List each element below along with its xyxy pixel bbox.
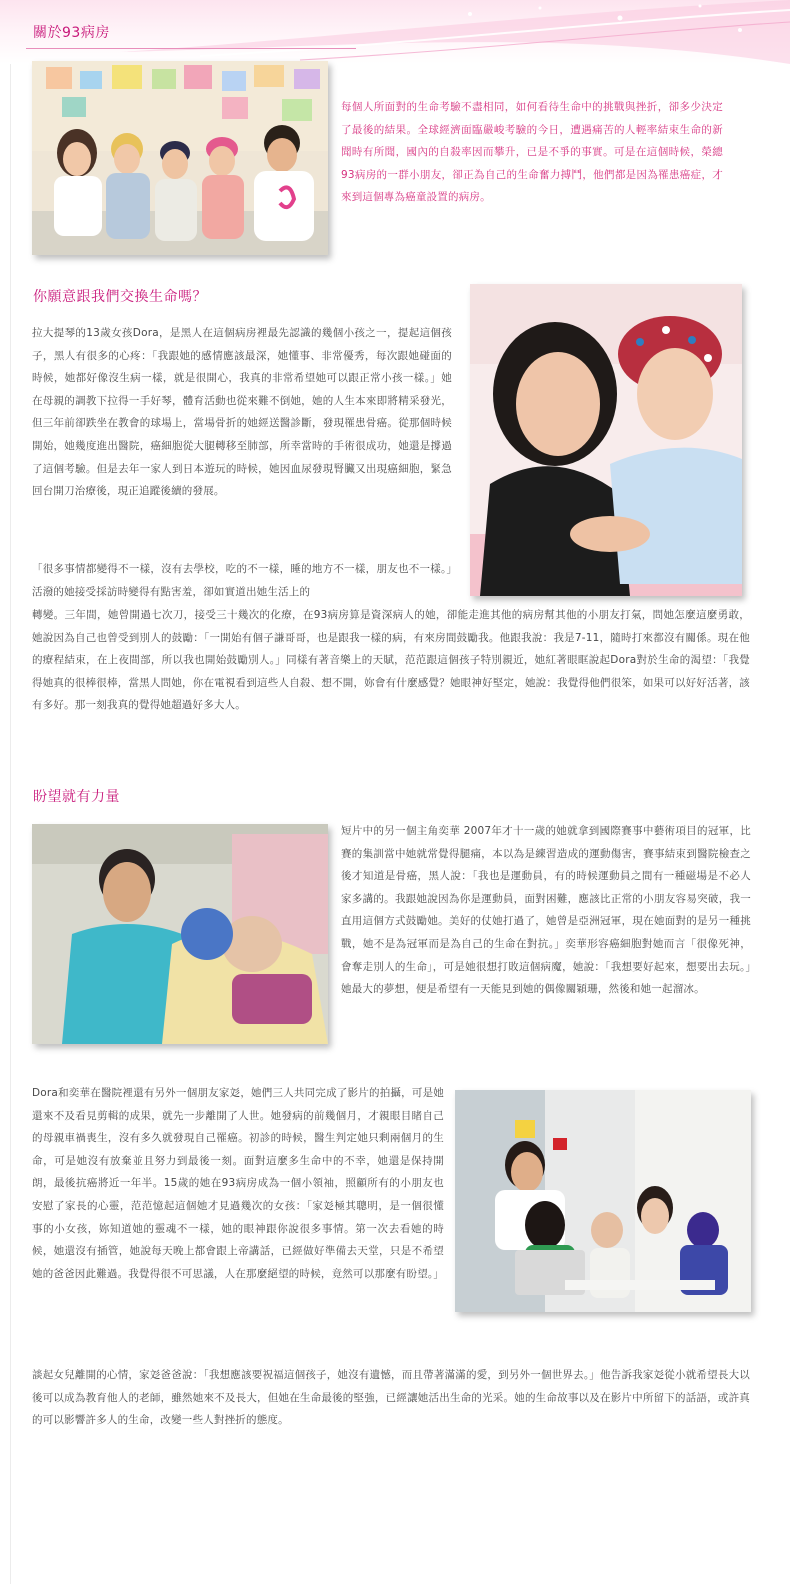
title-underline [26, 48, 356, 49]
page-left-border [10, 0, 11, 1584]
jiawen-father-paragraph: 談起女兒離開的心情，家彣爸爸說：「我想應該要祝福這個孩子，她沒有遺憾，而且帶著滿滿的愛，到另外一個世界去。」他告訴我家彣從小就希望長大以後可以成為教育他人的老師，雖然她來不及長大，但她在生命最後的堅強，已經讓她活出生命的光采。她的生命故事以及在影片中所留下的話語，或許真的可以影響許多人的生命，改變一些人對挫折的態度。 [32, 1369, 750, 1427]
dora-quote-paragraph-start: 「很多事情都變得不一樣，沒有去學校，吃的不一樣，睡的地方不一樣，朋友也不一樣。」活潑的她接受採訪時變得有點害羞，卻如實道出她生活上的 [32, 563, 452, 598]
photo-dora-and-mother [470, 284, 742, 596]
intro-paragraph: 每個人所面對的生命考驗不盡相同，如何看待生命中的挑戰與挫折，卻多少決定了最後的結果。全球經濟面臨嚴峻考驗的今日，遭遇痛苦的人輕率結束生命的新聞時有所聞，國內的自殺率因而攀升，已是不爭的事實。可是在這個時候，榮總93病房的一群小朋友，卻正為自己的生命奮力搏鬥，他們都是因為罹患癌症，才來到這個專為癌童設置的病房。 [341, 101, 723, 204]
photo-children-with-hosts [32, 61, 328, 255]
yihua-story-paragraph: 短片中的另一個主角奕華 2007年才十一歲的她就拿到國際賽事中藝術項目的冠軍，比賽的集訓當中她就常覺得腿痛，本以為是練習造成的運動傷害，賽事結束到醫院檢查之後才知道是骨癌，黑人說：「我也是運動員，有的時候運動員之間有一種磁場是不必人家多講的。我跟她說因為你是運動員，面對困難，應該比正常的小朋友容易突破，我一直用這個方式鼓勵她。美好的仗她打過了，她曾是亞洲冠軍，現在她面對的是另一種挑戰，她不是為冠軍而是為自己的生命在對抗。」奕華形容癌細胞對她而言「很像死神，會奪走別人的生命」，可是她很想打敗這個病魔，她說：「我想要好起來，想要出去玩。」她最大的夢想，便是希望有一天能見到她的偶像關穎珊，然後和她一起溜冰。 [341, 825, 751, 996]
header-swirl-graphic [0, 0, 790, 64]
header-decoration [0, 0, 790, 64]
dora-story-paragraph: 拉大提琴的13歲女孩Dora，是黑人在這個病房裡最先認識的幾個小孩之一，提起這個孩子，黑人有很多的心疼：「我跟她的感情應該最深，她懂事、非常優秀，每次跟她碰面的時候，她都好像沒生病一樣，就是很開心，我真的非常希望她可以跟正常小孩一樣。」她在母親的調教下拉得一手好琴，體育活動也從來難不倒她，她的人生本來即將精采發光，但三年前卻跌坐在教會的球場上，當場骨折的她經送醫診斷，發現罹患骨癌。從那個時候開始，她幾度進出醫院，癌細胞從大腿轉移至肺部，所幸當時的手術很成功，她還是撐過了這個考驗。但是去年一家人到日本遊玩的時候，她因血尿發現腎臟又出現癌細胞，緊急回台開刀治療後，現正追蹤後續的發展。 [32, 327, 452, 498]
section-title-hope-is-strength: 盼望就有力量 [33, 789, 120, 805]
jiawen-story-paragraph: Dora和奕華在醫院裡還有另外一個朋友家彣，她們三人共同完成了影片的拍攝，可是她還來不及看見剪輯的成果，就先一步離開了人世。她發病的前幾個月，才親眼目睹自己的母親車禍喪生，沒有多久就發現自己罹癌。初診的時候，醫生判定她只剩兩個月的生命，可是她沒有放棄並且努力到最後一刻。面對這麼多生命中的不幸，她還是保持開朗，最後抗癌將近一年半。15歲的她在93病房成為一個小領袖，照顧所有的小朋友也安慰了家長的心靈，范范憶起這個她才見過幾次的女孩：「家彣極其聰明，是一個很懂事的小女孩，妳知道她的靈魂不一樣，她的眼神跟你說很多事情。第一次去看她的時候，她還沒有插管，她說每天晚上都會跟上帝講話，已經做好準備去天堂，只是不希望她的爸爸因此難過。我覺得很不可思議，人在那麼絕望的時候，竟然可以那麼有盼望。」 [32, 1087, 445, 1280]
section-title-about-ward: 關於93病房 [33, 25, 110, 41]
section-title-exchange-life: 你願意跟我們交換生命嗎？ [33, 289, 207, 305]
photo-yihua-with-father [32, 824, 328, 1044]
dora-quote-paragraph-rest: 轉變。三年間，她曾開過七次刀，接受三十幾次的化療，在93病房算是資深病人的她，卻能走進其他的病房幫其他的小朋友打氣，問她怎麼這麼勇敢，她說因為自己也曾受到別人的鼓勵：「一開始有個子謙哥哥，也是跟我一樣的病，有來房間鼓勵我。他跟我說：我是7-11，隨時打來都沒有關係。現在他的療程結束，在上夜間部，所以我也開始鼓勵別人。」同樣有著音樂上的天賦，范范跟這個孩子特別親近，她紅著眼眶說起Dora對於生命的渴望：「我覺得她真的很棒很棒，當黑人問她，你在電視看到這些人自殺、想不開，妳會有什麼感覺？她眼神好堅定，她說：我覺得他們很笨，如果可以好好活著，該有多好。那一刻我真的覺得她超過好多大人。 [32, 609, 750, 712]
photo-group-in-ward [455, 1090, 751, 1312]
